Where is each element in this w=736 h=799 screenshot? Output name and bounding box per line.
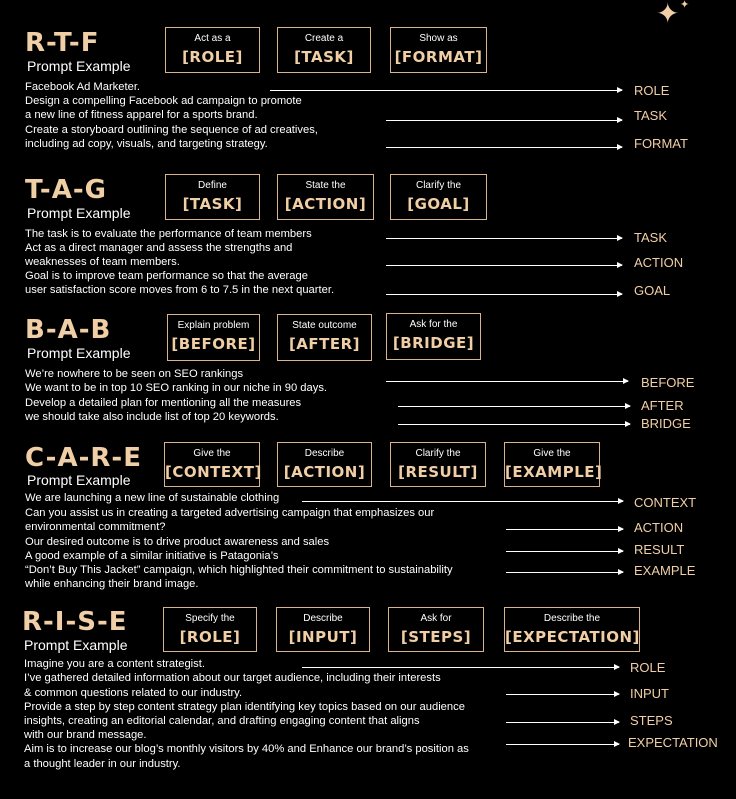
box-tag: [BRIDGE] [392,334,475,352]
example-line: environmental commitment? [25,521,166,533]
example-line: a new line of fitness apparel for a sports brand. [25,109,258,121]
example-line: Our desired outcome is to drive product awareness and sales [25,536,330,548]
box-context [164,442,260,487]
label-action: ACTION [634,255,684,270]
box-steps [388,607,484,652]
label-result: RESULT [634,542,685,557]
box-tag: [RESULT] [398,463,478,481]
example-line: including ad copy, visuals, and targeting strategy. [25,138,268,150]
example-line: I’ve gathered detailed information about our target audience, including their interests [24,672,441,684]
arrow-connector [302,667,619,668]
section-subtitle: Prompt Example [27,205,131,221]
section-title: T-A-G [25,175,107,205]
example-line: We are launching a new line of sustainable clothing [25,492,280,504]
example-line: Goal is to improve team performance so that the average [25,270,308,282]
box-goal [390,174,487,220]
box-tag: [TASK] [294,48,354,66]
arrow-connector [506,572,623,573]
arrow-connector [506,744,619,745]
box-caption: State the [305,180,346,191]
example-line: We’re nowhere to be seen on SEO rankings [25,368,244,380]
label-role: ROLE [634,83,670,98]
arrow-connector [386,147,622,148]
box-format [390,27,487,73]
label-input: INPUT [630,686,669,701]
label-expectation: EXPECTATION [628,735,718,750]
label-example: EXAMPLE [634,563,696,578]
example-line: Imagine you are a content strategist. [24,658,205,670]
box-caption: Act as a [194,33,231,44]
arrow-connector [506,694,619,695]
box-action [277,174,374,220]
box-bridge [386,313,481,360]
arrow-connector [506,551,623,552]
label-role: ROLE [630,660,666,675]
box-tag: [STEPS] [400,628,472,646]
box-tag: [EXPECTATION] [505,628,640,646]
box-caption: Give the [533,448,571,459]
box-tag: [ROLE] [182,48,243,66]
box-action [277,442,372,487]
label-action: ACTION [634,520,684,535]
box-tag: [CONTEXT] [165,463,262,481]
box-caption: Clarify the [415,180,461,191]
label-context: CONTEXT [634,495,697,510]
arrow-connector [398,406,630,407]
section-title: R-T-F [25,28,100,58]
example-line: The task is to evaluate the performance of team members [25,228,312,240]
section-title: R-I-S-E [22,607,128,637]
section-subtitle: Prompt Example [27,345,131,361]
box-caption: Clarify the [415,448,461,459]
example-line: while enhancing their brand image. [25,578,199,590]
arrow-connector [386,294,622,295]
box-task [165,174,260,220]
box-tag: [EXAMPLE] [505,463,603,481]
box-after [277,314,372,361]
example-line: we should take also include list of top 20 keywords. [25,411,279,423]
example-line: & common questions related to our industry. [24,687,243,699]
label-format: FORMAT [634,136,688,151]
box-caption: Give the [193,448,231,459]
label-goal: GOAL [634,283,671,298]
section-title: B-A-B [25,315,112,345]
label-bridge: BRIDGE [641,416,691,431]
box-tag: [ACTION] [283,463,366,481]
box-caption: Describe [304,448,345,459]
example-line: A good example of a similar initiative is Patagonia’s [25,550,279,562]
box-tag: [ACTION] [284,195,367,213]
section-subtitle: Prompt Example [27,58,131,74]
box-task [277,27,371,73]
box-role [163,607,257,652]
example-line: weaknesses of team members. [25,256,180,268]
arrow-connector [302,501,623,502]
box-caption: Specify the [185,613,235,624]
box-result [390,442,486,487]
box-tag: [AFTER] [288,335,361,353]
box-caption: Explain problem [177,320,250,331]
arrow-connector [386,120,622,121]
arrow-connector [506,529,623,530]
box-caption: State outcome [292,320,357,331]
section-subtitle: Prompt Example [24,637,128,653]
box-caption: Define [198,180,227,191]
box-caption: Create a [304,33,344,44]
box-tag: [ROLE] [179,628,241,646]
example-line: a thought leader in our industry. [24,758,181,770]
box-caption: Describe [303,613,343,624]
label-steps: STEPS [630,713,673,728]
arrow-connector [386,265,622,266]
label-after: AFTER [641,398,684,413]
box-tag: [TASK] [182,195,243,213]
example-line: Develop a detailed plan for mentioning all the measures [25,397,302,409]
box-tag: [INPUT] [288,628,358,646]
box-example [504,442,603,487]
box-role [165,27,260,73]
label-task: TASK [634,108,667,123]
arrow-connector [398,424,630,425]
box-caption: Describe the [543,613,601,624]
label-before: BEFORE [641,375,695,390]
example-line: Act as a direct manager and assess the strengths and [25,242,293,254]
example-line: insights, creating an editorial calendar, and drafting engaging content that aligns [24,715,420,727]
arrow-connector [386,381,628,382]
example-line: Aim is to increase our blog’s monthly visitors by 40% and Enhance our brand’s position as [24,743,469,755]
box-tag: [FORMAT] [394,48,483,66]
example-line: We want to be in top 10 SEO ranking in our niche in 90 days. [25,382,328,394]
label-task: TASK [634,230,667,245]
box-expectation [504,607,640,652]
arrow-connector [270,90,622,91]
example-line: user satisfaction score moves from 6 to 7.5 in the next quarter. [25,284,335,296]
small-sparkle-icon: ✦ [680,0,690,11]
example-line: Provide a step by step content strategy plan identifying key topics based on our audience [24,701,465,713]
arrow-connector [386,238,622,239]
box-caption: Ask for [420,613,452,624]
example-line: Can you assist us in creating a targeted advertising campaign that emphasizes our [25,507,435,519]
box-input [276,607,370,652]
box-caption: Show as [419,33,458,44]
example-line: Facebook Ad Marketer. [25,81,141,93]
sparkle-star-icon: ✦ [656,0,680,29]
section-subtitle: Prompt Example [27,472,131,488]
example-line: Design a compelling Facebook ad campaign to promote [25,95,302,107]
box-caption: Ask for the [409,319,458,330]
section-title: C-A-R-E [25,443,142,473]
example-line: “Don’t Buy This Jacket” campaign, which highlighted their commitment to sustainability [25,564,453,576]
example-line: with our brand message. [24,729,147,741]
box-tag: [GOAL] [407,195,470,213]
arrow-connector [506,722,619,723]
box-tag: [BEFORE] [171,335,256,353]
box-before [167,314,260,361]
example-line: Create a storyboard outlining the sequence of ad creatives, [25,124,318,136]
